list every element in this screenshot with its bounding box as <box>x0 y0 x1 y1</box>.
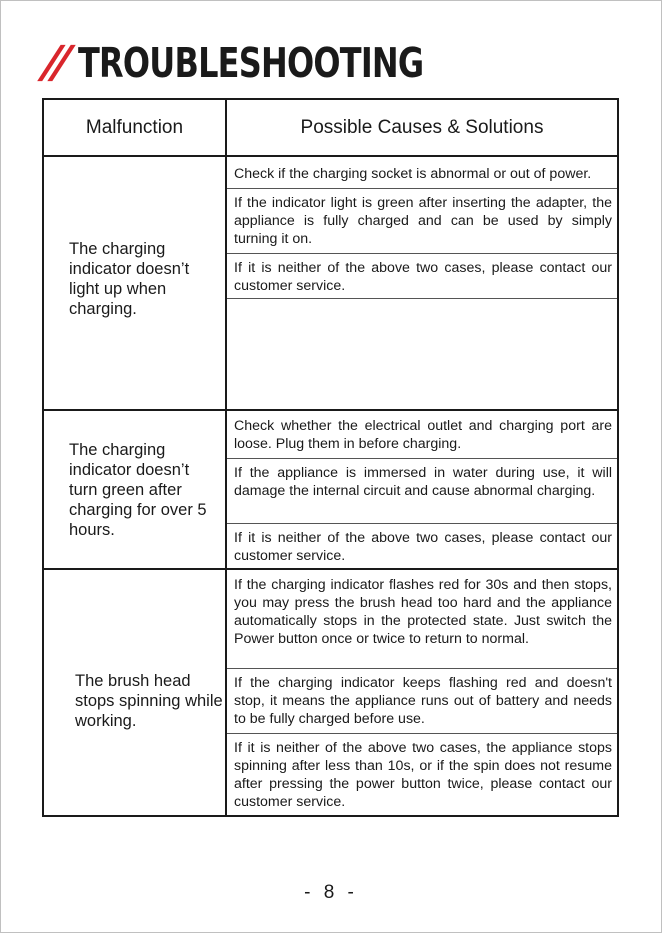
solution-cell: If the charging indicator keeps flashing red and doesn't stop, it means the appliance runs out of battery and needs to be fully charged before use. <box>234 675 612 727</box>
page-number: - 8 - <box>304 882 358 903</box>
cell-divider <box>227 253 617 254</box>
column-header-malfunction: Malfunction <box>85 117 184 138</box>
cell-divider <box>227 458 617 459</box>
malfunction-cell: The brush head stops spinning while working. <box>75 672 223 730</box>
solution-cell: If it is neither of the above two cases, please contact our customer service. <box>234 530 612 564</box>
solution-cell: If the charging indicator flashes red for 30s and then stops, you may press the brush head too hard and the appliance automatically stops in the protected state. Just switch the Power button once or twice to return to normal. <box>234 577 612 647</box>
malfunction-cell: The charging indicator doesn’t turn green after charging for over 5 hours. <box>69 441 207 539</box>
solution-cell: If it is neither of the above two cases, the appliance stops spinning after less than 10s, or if the spin does not resume after pressing the power button twice, please contact our customer service. <box>234 740 612 810</box>
cell-divider <box>227 298 617 299</box>
cell-divider <box>227 523 617 524</box>
malfunction-cell: The charging indicator doesn’t light up when charging. <box>69 240 190 318</box>
accent-slashes: // <box>40 37 68 88</box>
solution-cell: If the appliance is immersed in water during use, it will damage the internal circuit and cause abnormal charging. <box>234 465 612 499</box>
column-header-solutions: Possible Causes & Solutions <box>300 117 544 138</box>
row-divider <box>44 409 617 411</box>
page-title: TROUBLESHOOTING <box>78 38 424 87</box>
row-divider <box>44 568 617 570</box>
solution-cell: If the indicator light is green after inserting the adapter, the appliance is fully charged and can be used by simply turning it on. <box>234 195 612 247</box>
solution-cell: Check if the charging socket is abnormal or out of power. <box>234 166 592 182</box>
solution-cell: Check whether the electrical outlet and charging port are loose. Plug them in before charging. <box>234 418 612 452</box>
troubleshooting-table <box>42 98 619 817</box>
solution-cell: If it is neither of the above two cases, please contact our customer service. <box>234 260 612 294</box>
page-header <box>40 37 521 88</box>
cell-divider <box>227 733 617 734</box>
cell-divider <box>227 188 617 189</box>
cell-divider <box>227 668 617 669</box>
